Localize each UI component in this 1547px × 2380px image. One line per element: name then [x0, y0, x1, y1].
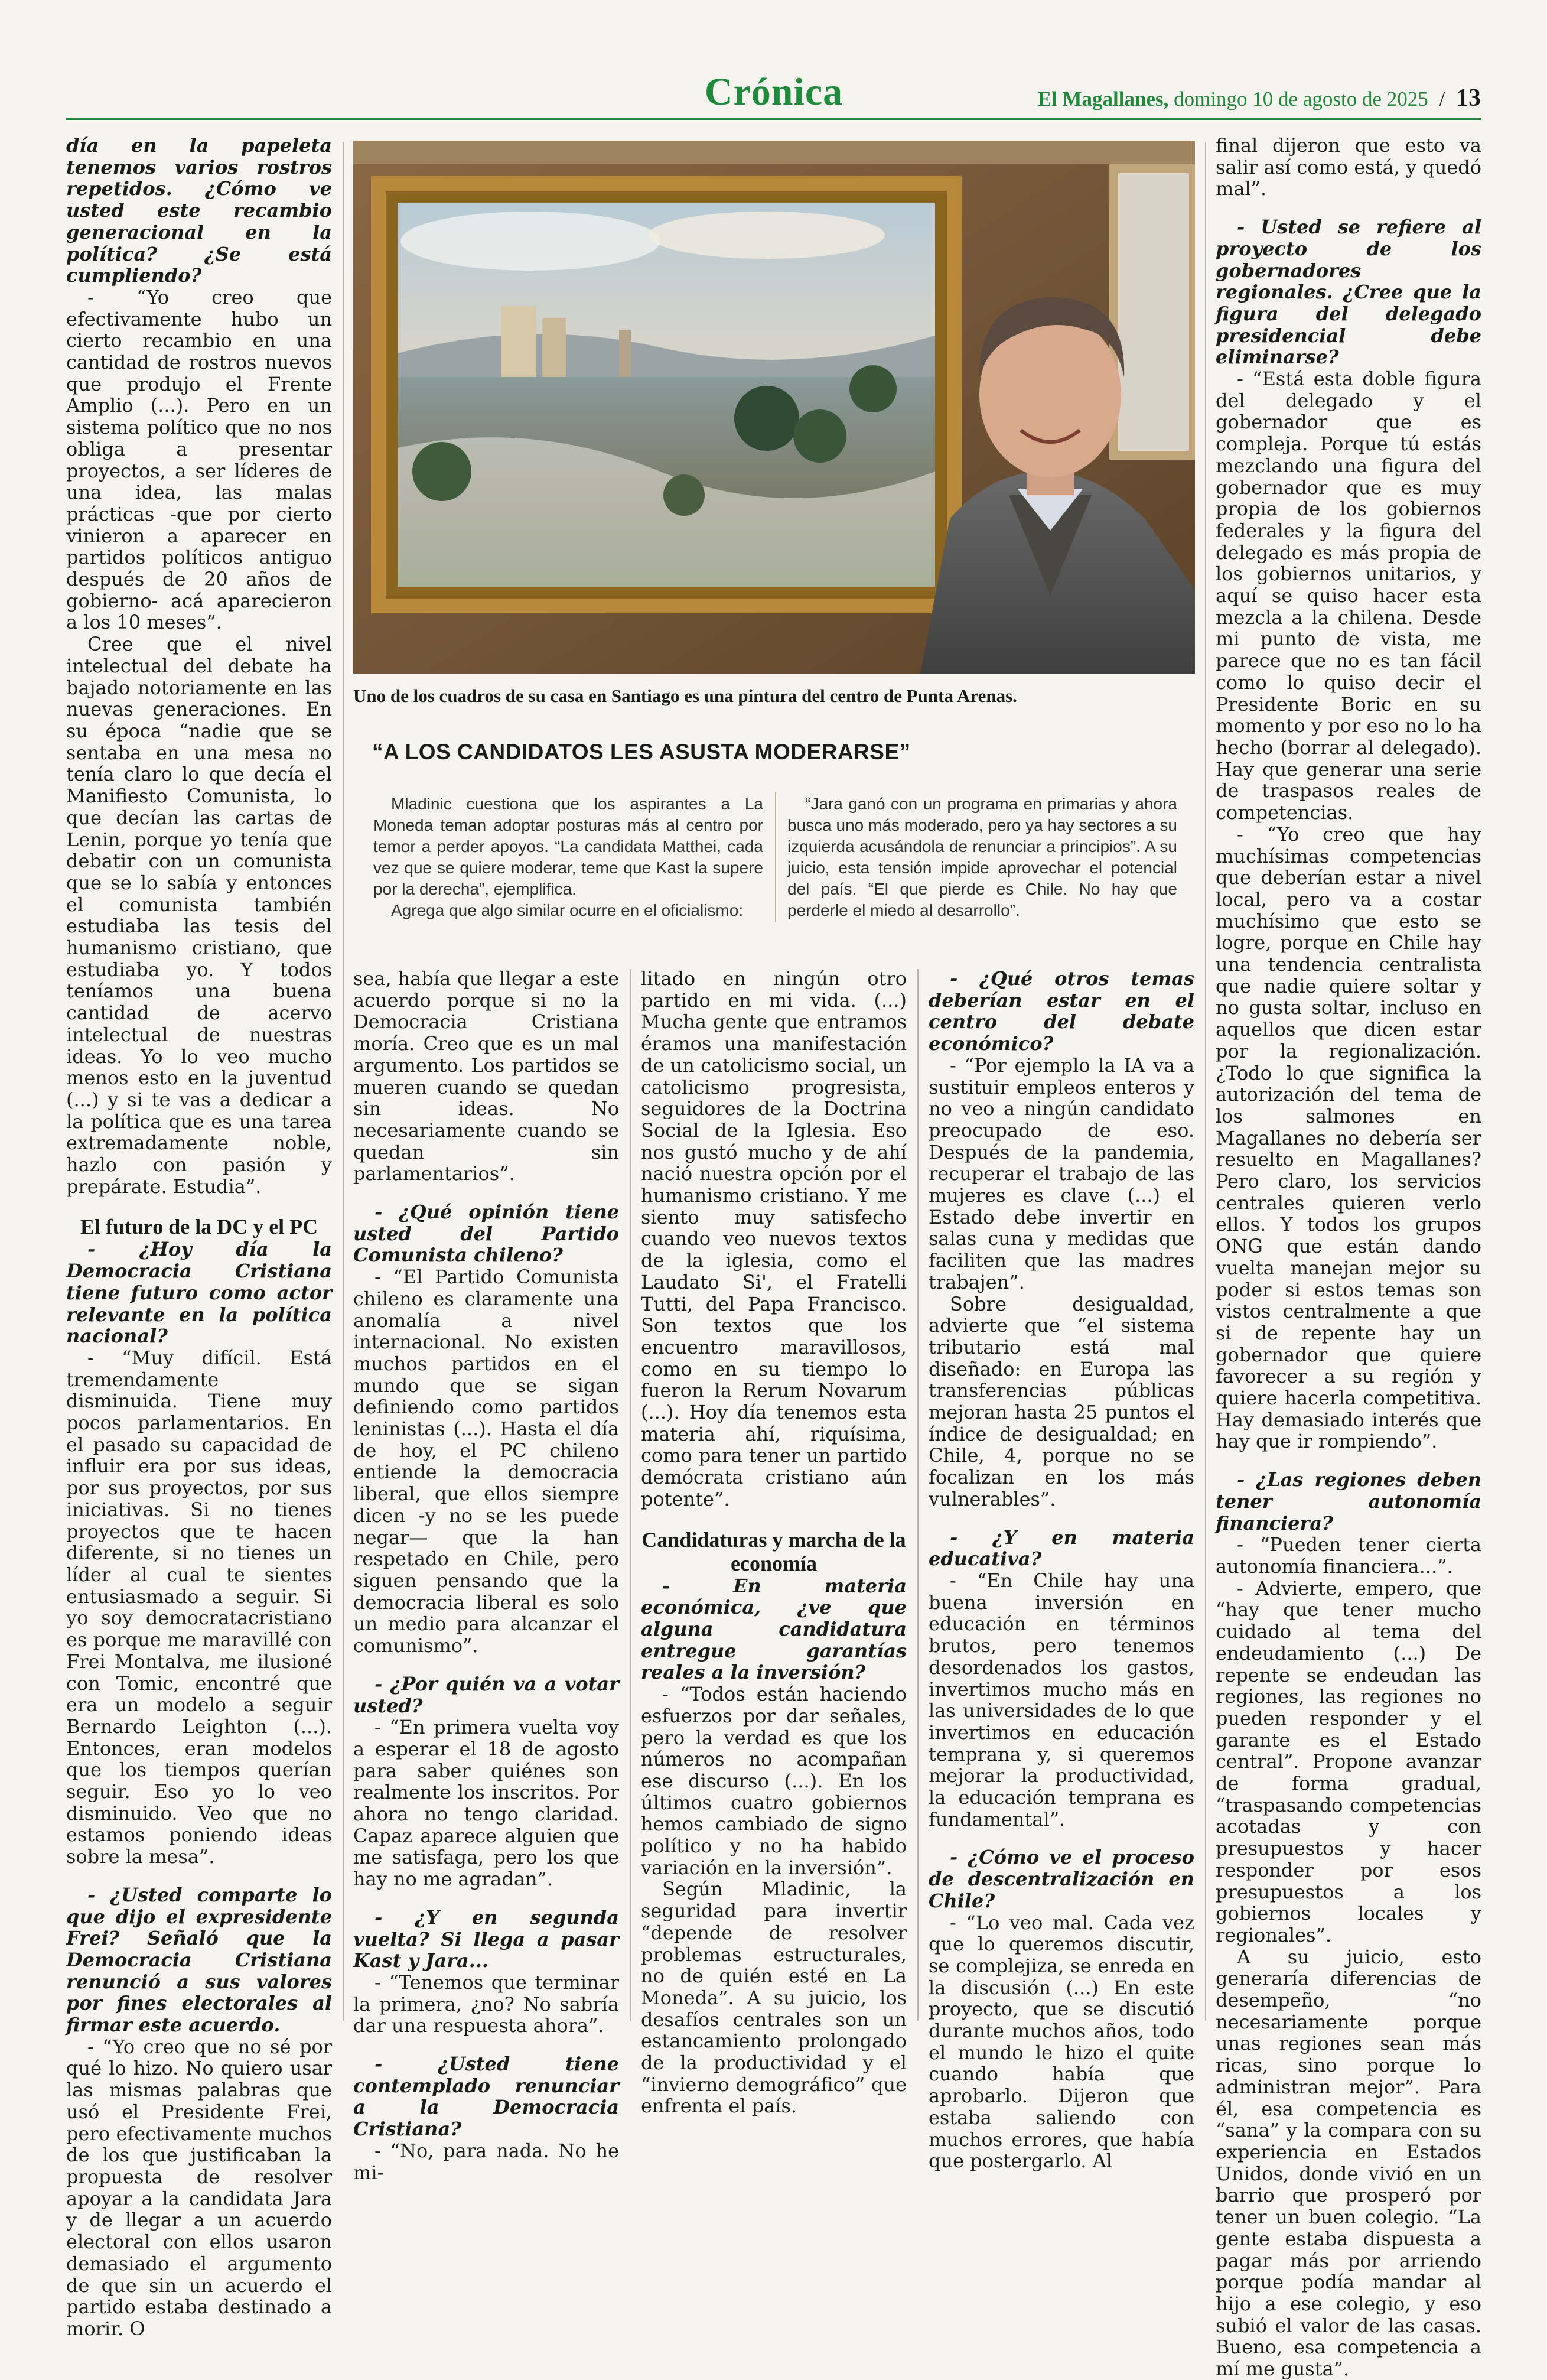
question-text: - En materia económica, ¿ve que alguna candidatura entregue garantías reales a la inversión?: [641, 1574, 907, 1684]
question-text: - Usted se refiere al proyecto de los gobernadores regionales. ¿Cree que la figura del delegado presidencial debe eliminarse?: [1216, 216, 1481, 369]
question-text: - ¿Hoy día la Democracia Cristiana tiene futuro como actor relevante en la política nacional?: [66, 1238, 332, 1348]
box-column-left: [373, 794, 763, 921]
box-paragraph: Agrega que algo similar ocurre en el oficialismo:: [391, 901, 744, 919]
question-text: - ¿Y en segunda vuelta? Si llega a pasar Kast y Jara...: [353, 1906, 619, 1972]
answer-text: - “Muy difícil. Está tremendamente disminuida. Tiene muy pocos parlamentarios. En el pasado su capacidad de influir era por sus ideas, por sus proyectos, por sus iniciativas. Si no tienes proyectos que te hacen diferente, si no tienes un líder al cual te sientes entusiasmado a seguir. Si yo soy democratacristiano es porque me maravillé con Frei Montalva, me ilusioné con Tomic, encontré que era un modelo a seguir Bernardo Leighton (...). Entonces, eran modelos que los tiempos querían seguir. Eso yo lo veo disminuido. Veo que no estamos poniendo ideas sobre la mesa”.: [66, 1346, 332, 1868]
box-paragraph: “Jara ganó con un programa en primarias y ahora busca uno más moderado, pero ya hay sectores a su izquierda acusándola de renunciar a principios”. A su juicio, esta tensión impide aprovechar el potencial del país. “El que pierde es Chile. No hay que perderle el miedo al desarrollo”.: [787, 795, 1177, 919]
column-1: [66, 135, 332, 2340]
column-divider: [1205, 142, 1206, 2021]
answer-text: - “Yo creo que efectivamente hubo un cierto recambio en una cantidad de rostros nuevos que produjo el Frente Amplio (...). Pero en un sistema político que no nos obliga a presentar proyectos, a ser líderes de una idea, las malas prácticas -que por cierto vinieron a aparecer en partidos políticos antiguo después de 20 años de gobierno- acá aparecieron a los 10 meses”.: [66, 285, 332, 634]
column-3: [641, 968, 907, 2117]
question-text: - ¿Y en materia educativa?: [929, 1526, 1194, 1571]
question-text: - ¿Las regiones deben tener autonomía financiera?: [1216, 1468, 1481, 1534]
newspaper-name: El Magallanes,: [1037, 87, 1169, 110]
subheading: Candidaturas y marcha de la economía: [641, 1527, 906, 1575]
body-paragraph: Sobre desigualdad, advierte que “el sistema tributario está mal diseñado: en Europa las transferencias públicas mejoran hasta 25 puntos el índice de desigualdad; en Chile, 4, porque no se focalizan en los más vulnerables”.: [929, 1292, 1194, 1510]
box-divider: [775, 792, 776, 922]
question-text: - ¿Cómo ve el proceso de descentralización en Chile?: [929, 1846, 1194, 1912]
answer-text: - “Por ejemplo la IA va a sustituir empleos enteros y no veo a ningún candidato preocupado de eso. Después de la pandemia, recuperar el trabajo de las mujeres es clave (...) el Estado debe invertir en salas cuna y medidas que faciliten que las madres trabajen”.: [929, 1054, 1194, 1293]
answer-text: sea, había que llegar a este acuerdo porque si no la Democracia Cristiana moría. Creo que es un mal argumento. Los partidos se mueren cuando se quedan sin ideas. No necesariamente cuando se quedan sin parlamentarios”.: [353, 967, 619, 1185]
body-paragraph: Cree que el nivel intelectual del debate ha bajado notoriamente en las nuevas generaciones. En su época “nadie que se sentaba en una mesa no tenía claro lo que decía el Manifiesto Comunista, lo que decían las cartas de Lenin, porque yo tenía que debatir con un comunista que se lo sabía y entonces el comunista también estudiaba las tesis del humanismo cristiano, que estudiaba yo. Y todos teníamos una buena cantidad de acervo intelectual de nuestras ideas. Yo lo veo mucho menos esto en la juventud (...) y si te vas a dedicar a la política que es una tarea extremadamente noble, hazlo con pasión y prepárate. Estudia”.: [66, 633, 332, 1198]
column-divider: [630, 969, 631, 2021]
answer-text: - “Yo creo que hay muchísimas competencias que deberían estar a nivel local, pero va a costar muchísimo que esto se logre, porque en Chile hay una tendencia centralista que nadie quiere soltar y no gusta soltar, incluso en aquellos que dicen estar por la regionalización. ¿Todo lo que significa la autorización del tema de los salmones en Magallanes no debería ser resuelto en Magallanes? Pero claro, los servicios centrales quieren verlo ellos. Y todos los grupos ONG que están dando vuelta manejan mejor su poder si estos temas son vistos centralmente a que si de repente hay un gobernador que quiere favorecer a su región y quiere hacerla competitiva. Hay demasiado interés que hay que ir rompiendo”.: [1216, 822, 1481, 1453]
header-separator: /: [1439, 87, 1445, 110]
answer-text: - “No, para nada. No he mi-: [353, 2139, 619, 2184]
publication-date: domingo 10 de agosto de 2025: [1174, 87, 1428, 110]
box-column-right: [787, 794, 1177, 921]
question-text: - ¿Por quién va a votar usted?: [353, 1672, 619, 1717]
answer-text: - “Yo creo que no sé por qué lo hizo. No quiero usar las mismas palabras que usó el Presidente Frei, pero efectivamente muchos de los que justificaban la propuesta de resolver apoyar a la candidata Jara y de llegar a un acuerdo electoral con ellos usaron demasiado el argumento de que sin un acuerdo el partido estaba destinado a morir. O: [66, 2035, 332, 2340]
answer-text: - “Lo veo mal. Cada vez que lo queremos discutir, se complejiza, se enreda en la discusión (...) En este proyecto, que se discutió durante muchos años, todo el mundo le hizo el quite cuando había que aprobarlo. Dijeron que estaba saliendo con muchos errores, que había que postergarlo. Al: [929, 1911, 1194, 2173]
answer-text: - “En primera vuelta voy a esperar el 18 de agosto para saber quiénes son realmente los inscritos. Por ahora no tengo claridad. Capaz aparece alguien que me satisfaga, pero los que hay no me agradan”.: [353, 1716, 619, 1891]
column-divider: [343, 142, 344, 2021]
answer-text: - “Todos están haciendo esfuerzos por dar señales, pero la verdad es que los números no acompañan ese discurso (...). En los últimos cuatro gobiernos hemos cambiado de signo político y no ha habido variación en la inversión”.: [641, 1683, 907, 1879]
answer-text: - “El Partido Comunista chileno es claramente una anomalía a nivel internacional. No existen muchos partidos en el mundo que se sigan definiendo como partidos leninistas (...). Hasta el día de hoy, el PC chileno entiende la democracia liberal, que ellos siempre dicen -y no se les puede negar— que la han respetado en Chile, pero siguen pensando que la democracia liberal es solo un medio para alcanzar el comunismo”.: [353, 1266, 619, 1657]
answer-text: - “En Chile hay una buena inversión en educación en términos brutos, pero tenemos desordenados los gastos, invertimos mucho más en las universidades de lo que invertimos en educación temprana y, si queremos mejorar la productividad, la educación temprana es fundamental”.: [929, 1569, 1194, 1830]
question-text: - ¿Usted comparte lo que dijo el expresidente Frei? Señaló que la Democracia Cristiana renunció a sus valores por fines electorales al firmar este acuerdo.: [66, 1883, 332, 2037]
column-4: [929, 968, 1194, 2172]
column-5: [1216, 135, 1481, 2380]
question-text: - ¿Qué opinión tiene usted del Partido Comunista chileno?: [353, 1201, 619, 1267]
painting-and-portrait-image: [353, 141, 1195, 674]
answer-text: - “Está esta doble figura del delegado y el gobernador que es compleja. Porque tú estás mezclando una figura del gobernador que es muy propia de los gobiernos federales y la figura del delegado es más propia de los gobiernos unitarios, y aquí se quiso hacer esta mezcla a la chilena. Desde mi punto de vista, me parece que no es tan fácil como lo quiso decir el Presidente Boric en su momento y por eso no lo ha hecho (borrar al delegado). Hay que generar una serie de traspasos reales de competencias.: [1216, 368, 1481, 824]
subheading: El futuro de la DC y el PC: [80, 1215, 318, 1239]
header-rule: [66, 118, 1481, 120]
question-text: - ¿Usted tiene contemplado renunciar a la Democracia Cristiana?: [353, 2053, 619, 2141]
answer-text: - “Tenemos que terminar la primera, ¿no? No sabría dar una respuesta ahora”.: [353, 1971, 619, 2037]
body-paragraph: A su juicio, esto generaría diferencias de desempeño, “no necesariamente porque unas regiones sean más ricas, sino porque lo administran mejor”. Para él, esa competencia es “sana” y la compara con su experiencia en Estados Unidos, donde vivió en un barrio que prosperó por tener un buen colegio. “La gente estaba dispuesta a pagar más por arriendo porque podía mandar al hijo a ese colegio, y eso subió el valor de las casas. Bueno, esa competencia a mí me gusta”.: [1216, 1945, 1481, 2380]
box-paragraph: Mladinic cuestiona que los aspirantes a La Moneda teman adoptar posturas más al centro por temor a perder apoyos. “La candidata Matthei, cada vez que se quiere moderar, teme que Kast la supere por la derecha”, ejemplifica.: [373, 795, 763, 898]
header-meta: [1038, 84, 1481, 112]
answer-text: final dijeron que esto va salir así como está, y quedó mal”.: [1216, 134, 1481, 200]
answer-text: litado en ningún otro partido en mi vida. (...) Mucha gente que entramos éramos una manifestación de un catolicismo social, un catolicismo progresista, seguidores de la Doctrina Social de la Iglesia. Eso nos gustó mucho y de ahí nació nuestra opción por el humanismo cristiano. Y me siento muy satisfecho cuando veo nuevos textos de la iglesia, como el Laudato Si', el Fratelli Tutti, del Papa Francisco. Son textos que los encuentro maravillosos, como en su tiempo lo fueron la Rerum Novarum (...). Hoy día tenemos esta materia ahí, riquísima, como para tener un partido demócrata cristiano aún potente”.: [641, 967, 907, 1510]
article-photo: [353, 141, 1195, 674]
page-number: 13: [1456, 84, 1481, 112]
column-2: [353, 968, 619, 2183]
body-paragraph: - Advierte, empero, que “hay que tener mucho cuidado al tema del endeudamiento (...) De repente se endeudan las regiones, las regiones no pueden responder y el garante es el Estado central”. Propone avanzar de forma gradual, “traspasando competencias acotadas y con presupuestos y hacer responder por esos presupuestos a los gobiernos locales y regionales”.: [1216, 1576, 1481, 1946]
question-text: día en la papeleta tenemos varios rostros repetidos. ¿Cómo ve usted este recambio generacional en la política? ¿Se está cumpliendo?: [66, 134, 332, 287]
photo-caption: Uno de los cuadros de su casa en Santiago es una pintura del centro de Punta Arenas.: [353, 685, 1017, 706]
answer-text: - “Pueden tener cierta autonomía financiera...”.: [1216, 1533, 1481, 1578]
body-paragraph: Según Mladinic, la seguridad para invertir “depende de resolver problemas estructurales, no de quién esté en La Moneda”. A su juicio, los desafíos centrales son un estancamiento prolongado de la productividad y el “invierno demográfico” que enfrenta el país.: [641, 1878, 907, 2118]
column-divider: [917, 969, 919, 2021]
section-title: Crónica: [704, 70, 843, 113]
question-text: - ¿Qué otros temas deberían estar en el centro del debate económico?: [929, 967, 1194, 1055]
box-title: “A LOS CANDIDATOS LES ASUSTA MODERARSE”: [372, 740, 911, 764]
